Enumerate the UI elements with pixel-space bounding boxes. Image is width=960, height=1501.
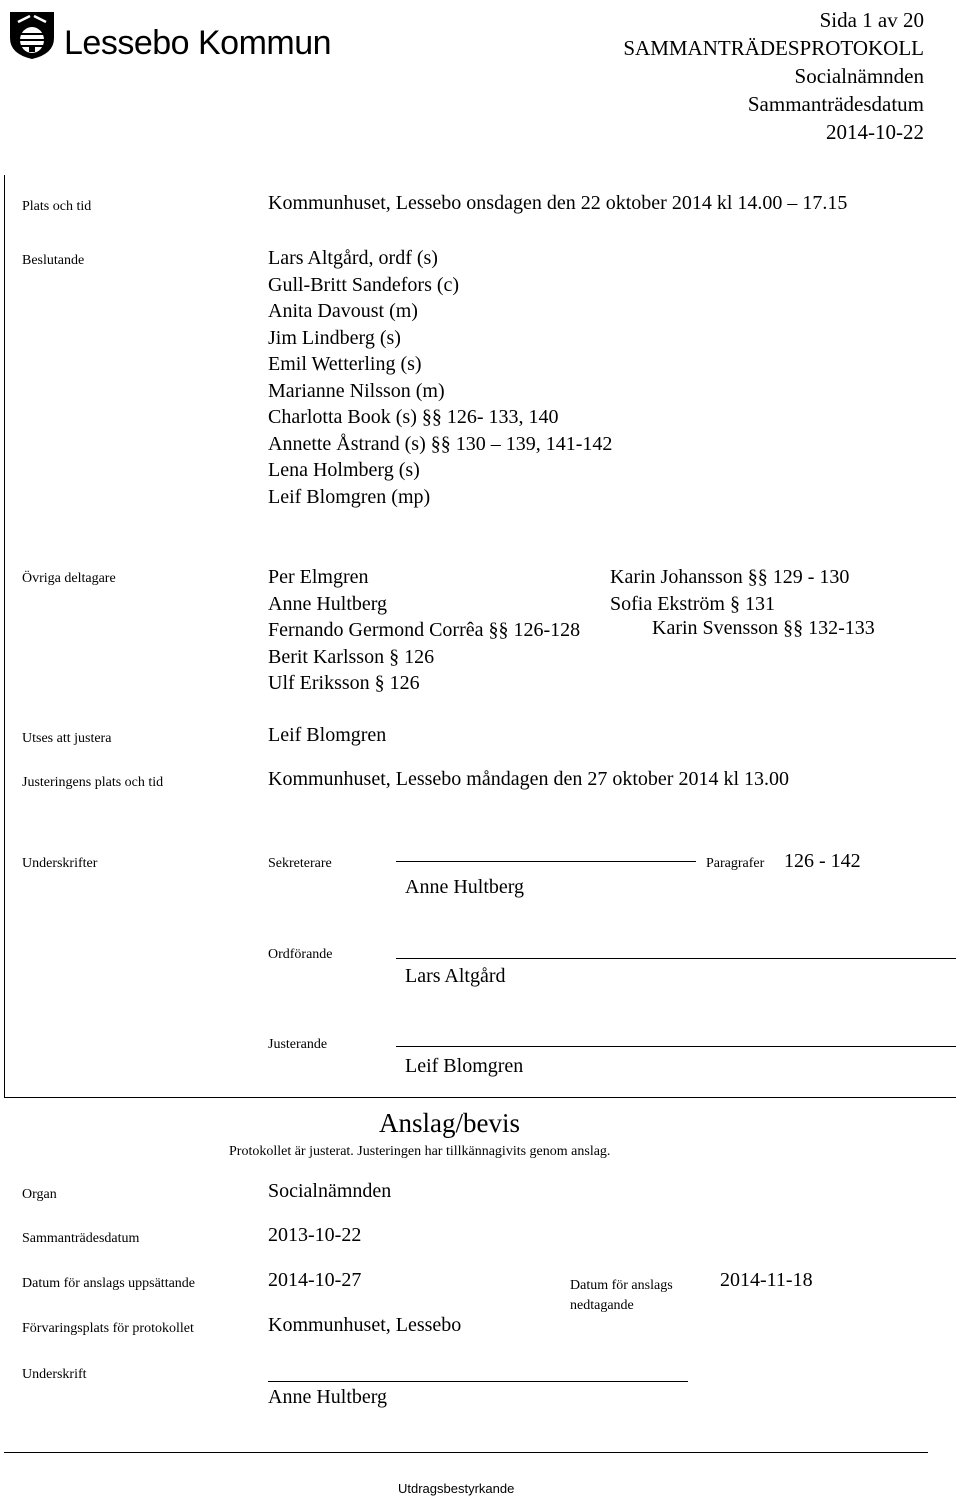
ordforande-label: Ordförande: [268, 947, 333, 962]
list-item: Per Elmgren: [268, 566, 369, 588]
beslutande-list: [268, 245, 612, 510]
anslag-title: Anslag/bevis: [379, 1108, 520, 1138]
paragrafer-label: Paragrafer: [706, 856, 765, 871]
list-item: Gull-Britt Sandefors (c): [268, 273, 460, 296]
logo-text: Lessebo Kommun: [64, 24, 332, 62]
footer-divider: [4, 1452, 928, 1453]
justerande-name: Leif Blomgren: [405, 1055, 524, 1077]
organ-name: Socialnämnden: [794, 64, 924, 88]
page-number: Sida 1 av 20: [819, 8, 924, 32]
list-item: Anne Hultberg: [268, 592, 388, 615]
underskrift-signature-line: [268, 1381, 688, 1382]
justerande-label: Justerande: [268, 1037, 328, 1052]
list-item: Jim Lindberg (s): [268, 326, 401, 349]
plats-label: Plats och tid: [22, 199, 92, 214]
list-item: Ulf Eriksson § 126: [268, 672, 420, 694]
forvaring-value: Kommunhuset, Lessebo: [268, 1314, 462, 1336]
ovriga-label: Övriga deltagare: [22, 571, 116, 586]
list-item: Karin Svensson §§ 132-133: [652, 617, 875, 639]
list-item: Emil Wetterling (s): [268, 353, 422, 375]
ovriga-left-list: [268, 564, 580, 697]
sekreterare-label: Sekreterare: [268, 856, 332, 871]
underskrifter-label: Underskrifter: [22, 856, 98, 871]
uppsattande-value: 2014-10-27: [268, 1269, 362, 1291]
justera-value: Leif Blomgren: [268, 724, 387, 746]
datum-label: Sammanträdesdatum: [22, 1231, 140, 1246]
list-item: Anita Davoust (m): [268, 300, 418, 322]
anslag-note: Protokollet är justerat. Justeringen har tillkännagivits genom anslag.: [229, 1144, 611, 1159]
ovriga-right-list: [610, 564, 849, 617]
beslutande-label: Beslutande: [22, 253, 85, 268]
underskrift-name: Anne Hultberg: [268, 1386, 388, 1408]
list-item: Fernando Germond Corrêa §§ 126-128: [268, 619, 581, 641]
plats-value: Kommunhuset, Lessebo onsdagen den 22 oktober 2014 kl 14.00 – 17.15: [268, 192, 848, 214]
nedtagande-value: 2014-11-18: [720, 1269, 813, 1291]
list-item: Berit Karlsson § 126: [268, 645, 435, 668]
list-item: Karin Johansson §§ 129 - 130: [610, 566, 850, 588]
nedtagande-label: Datum för anslags nedtagande: [570, 1278, 673, 1313]
ordforande-signature-line: [396, 958, 956, 959]
organ-label: Organ: [22, 1187, 57, 1202]
paragrafer-value: 126 - 142: [784, 850, 861, 872]
sekreterare-name: Anne Hultberg: [405, 876, 525, 898]
meeting-date: 2014-10-22: [826, 120, 924, 144]
ordforande-name: Lars Altgård: [405, 965, 506, 987]
underskrift-label: Underskrift: [22, 1367, 87, 1382]
list-item: Annette Åstrand (s) §§ 130 – 139, 141-142: [268, 432, 613, 455]
section-divider: [4, 1097, 956, 1098]
justering-label: Justeringens plats och tid: [22, 775, 164, 790]
forvaring-label: Förvaringsplats för protokollet: [22, 1321, 194, 1336]
justering-value: Kommunhuset, Lessebo måndagen den 27 oktober 2014 kl 13.00: [268, 768, 790, 790]
justerande-signature-line: [396, 1046, 956, 1047]
list-item: Marianne Nilsson (m): [268, 379, 445, 402]
datum-value: 2013-10-22: [268, 1224, 362, 1246]
list-item: Charlotta Book (s) §§ 126- 133, 140: [268, 406, 559, 428]
footer-label: Utdragsbestyrkande: [398, 1481, 515, 1496]
meeting-date-label: Sammanträdesdatum: [747, 92, 924, 116]
sekreterare-signature-line: [396, 861, 696, 862]
document-type: SAMMANTRÄDESPROTOKOLL: [623, 36, 924, 60]
list-item: Sofia Ekström § 131: [610, 592, 775, 615]
left-border: [4, 175, 5, 1097]
organ-value: Socialnämnden: [268, 1180, 392, 1202]
list-item: Leif Blomgren (mp): [268, 485, 431, 508]
uppsattande-label: Datum för anslags uppsättande: [22, 1276, 196, 1291]
justera-label: Utses att justera: [22, 731, 112, 746]
list-item: Lars Altgård, ordf (s): [268, 247, 438, 269]
beehive-crest-icon: [8, 8, 56, 60]
list-item: Lena Holmberg (s): [268, 459, 420, 481]
